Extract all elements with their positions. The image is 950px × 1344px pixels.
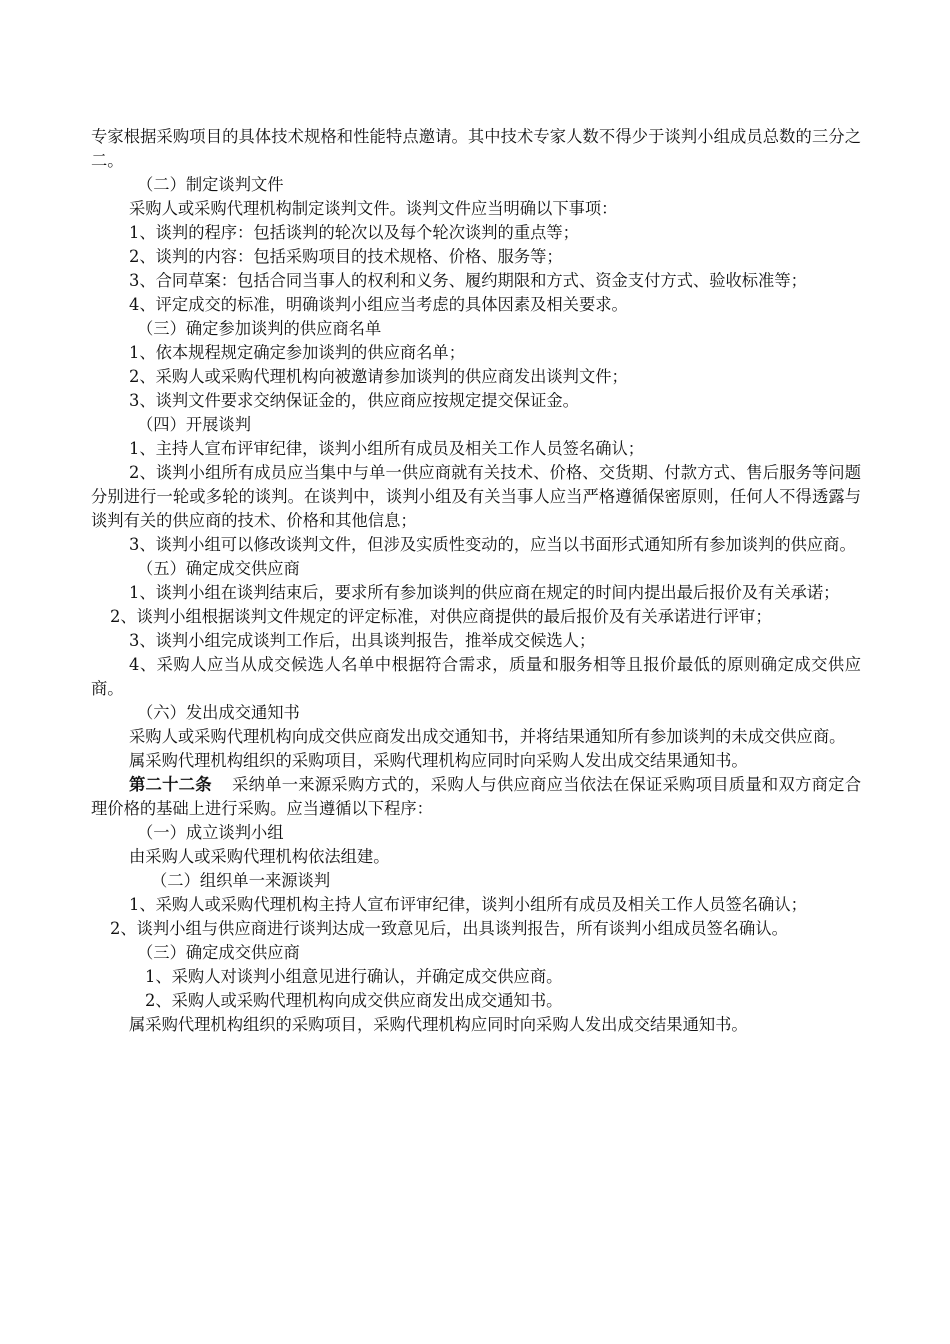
section-heading: （二）组织单一来源谈判	[151, 871, 331, 890]
article-text: 采纳单一来源采购方式的，采购人与供应商应当依法在保证采购项目质量和双方商定合理价格的基础上进行采购。应当遵循以下程序：	[91, 775, 861, 818]
list-item: 2、谈判的内容：包括采购项目的技术规格、价格、服务等；	[129, 247, 563, 266]
list-item: 3、谈判小组完成谈判工作后，出具谈判报告，推举成交候选人；	[129, 631, 596, 650]
list-item: 1、依本规程规定确定参加谈判的供应商名单；	[129, 343, 465, 362]
article-paragraph	[91, 773, 861, 821]
list-item: 1、主持人宣布评审纪律，谈判小组所有成员及相关工作人员签名确认；	[129, 439, 645, 458]
article-number: 第二十二条	[129, 775, 212, 794]
section-heading: （一）成立谈判小组	[137, 823, 284, 842]
section-heading: （三）确定成交供应商	[137, 943, 300, 962]
section-heading: （二）制定谈判文件	[137, 175, 284, 194]
paragraph: 采购人或采购代理机构向成交供应商发出成交通知书，并将结果通知所有参加谈判的未成交供应商。	[129, 727, 846, 746]
list-item: 2、谈判小组与供应商进行谈判达成一致意见后，出具谈判报告，所有谈判小组成员签名确认。	[110, 919, 788, 938]
list-item: 4、采购人应当从成交候选人名单中根据符合需求，质量和服务相等且报价最低的原则确定成交供应商。	[91, 655, 861, 698]
paragraph: 采购人或采购代理机构制定谈判文件。谈判文件应当明确以下事项：	[129, 199, 618, 218]
list-item: 3、谈判文件要求交纳保证金的，供应商应按规定提交保证金。	[129, 391, 579, 410]
list-item: 1、谈判小组在谈判结束后，要求所有参加谈判的供应商在规定的时间内提出最后报价及有关承诺；	[129, 583, 840, 602]
document-body	[91, 125, 861, 1037]
paragraph: 由采购人或采购代理机构依法组建。	[129, 847, 390, 866]
paragraph: 专家根据采购项目的具体技术规格和性能特点邀请。其中技术专家人数不得少于谈判小组成员总数的三分之二。	[91, 127, 861, 170]
section-heading: （六）发出成交通知书	[137, 703, 300, 722]
list-item: 2、谈判小组根据谈判文件规定的评定标准，对供应商提供的最后报价及有关承诺进行评审；	[110, 607, 772, 626]
list-item: 3、合同草案：包括合同当事人的权利和义务、履约期限和方式、资金支付方式、验收标准等；	[129, 271, 807, 290]
list-item: 2、谈判小组所有成员应当集中与单一供应商就有关技术、价格、交货期、付款方式、售后服务等问题分别进行一轮或多轮的谈判。在谈判中，谈判小组及有关当事人应当严格遵循保密原则，任何人不得透露与谈判有关的供应商的技术、价格和其他信息；	[91, 463, 861, 530]
list-item: 1、谈判的程序：包括谈判的轮次以及每个轮次谈判的重点等；	[129, 223, 579, 242]
list-item: 2、采购人或采购代理机构向成交供应商发出成交通知书。	[145, 991, 563, 1010]
section-heading: （五）确定成交供应商	[137, 559, 300, 578]
list-item: 4、评定成交的标准，明确谈判小组应当考虑的具体因素及相关要求。	[129, 295, 628, 314]
section-heading: （四）开展谈判	[137, 415, 251, 434]
section-heading: （三）确定参加谈判的供应商名单	[137, 319, 382, 338]
list-item: 2、采购人或采购代理机构向被邀请参加谈判的供应商发出谈判文件；	[129, 367, 628, 386]
list-item: 1、采购人或采购代理机构主持人宣布评审纪律，谈判小组所有成员及相关工作人员签名确认；	[129, 895, 807, 914]
paragraph: 属采购代理机构组织的采购项目，采购代理机构应同时向采购人发出成交结果通知书。	[129, 751, 748, 770]
list-item: 3、谈判小组可以修改谈判文件，但涉及实质性变动的，应当以书面形式通知所有参加谈判的供应商。	[129, 535, 856, 554]
paragraph: 属采购代理机构组织的采购项目，采购代理机构应同时向采购人发出成交结果通知书。	[129, 1015, 748, 1034]
list-item: 1、采购人对谈判小组意见进行确认，并确定成交供应商。	[145, 967, 563, 986]
